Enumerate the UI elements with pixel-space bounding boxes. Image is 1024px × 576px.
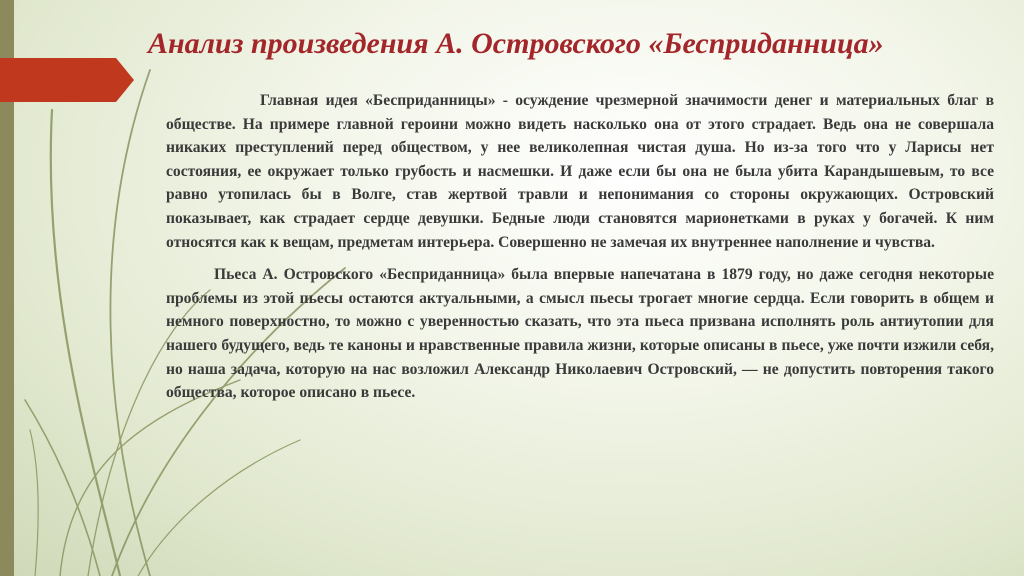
stem-line [60, 380, 240, 576]
stem-line [30, 430, 38, 576]
stem-line [51, 110, 120, 576]
arrow-pointer-icon [0, 58, 134, 102]
stem-line [110, 70, 150, 576]
slide-title: Анализ произведения А. Островского «Бесприданница» [148, 27, 884, 60]
stem-line [138, 440, 300, 576]
paragraph-publication: Пьеса А. Островского «Бесприданница» была впервые напечатана в 1879 году, но даже сегодня некоторые проблемы из этой пьесы остаются актуальными, а смысл пьесы трогает многие сердца. Если говорить в общем и немного поверхностно, то можно с уверенностью сказать, что эта пьеса призвана исполнять роль антиутопии для нашего будущего, ведь те каноны и нравственные правила жизни, которые описаны в пьесе, уже почти изжили себя, но наша задача, которую на нас возложил Александр Николаевич Островский, — не допустить повторения такого общества, которое описано в пьесе. [166, 266, 994, 402]
body-text [166, 89, 994, 405]
paragraph-main-idea: Главная идея «Бесприданницы» - осуждение чрезмерной значимости денег и материальных благ в обществе. На примере главной героини можно видеть насколько она от этого страдает. Ведь она не совершала никаких преступлений перед обществом, у нее великолепная чистая душа. Но из-за того что у Ларисы нет состояния, ее окружает только грубость и насмешки. И даже если бы она не была убита Карандышевым, то все равно утопилась бы в Волге, став жертвой травли и непонимания со стороны окружающих. Островский показывает, как страдает сердце девушки. Бедные люди становятся марионетками в руках у богачей. К ним относятся как к вещам, предметам интерьера. Совершенно не замечая их внутреннее наполнение и чувства. [166, 92, 994, 251]
stem-line [25, 400, 100, 576]
